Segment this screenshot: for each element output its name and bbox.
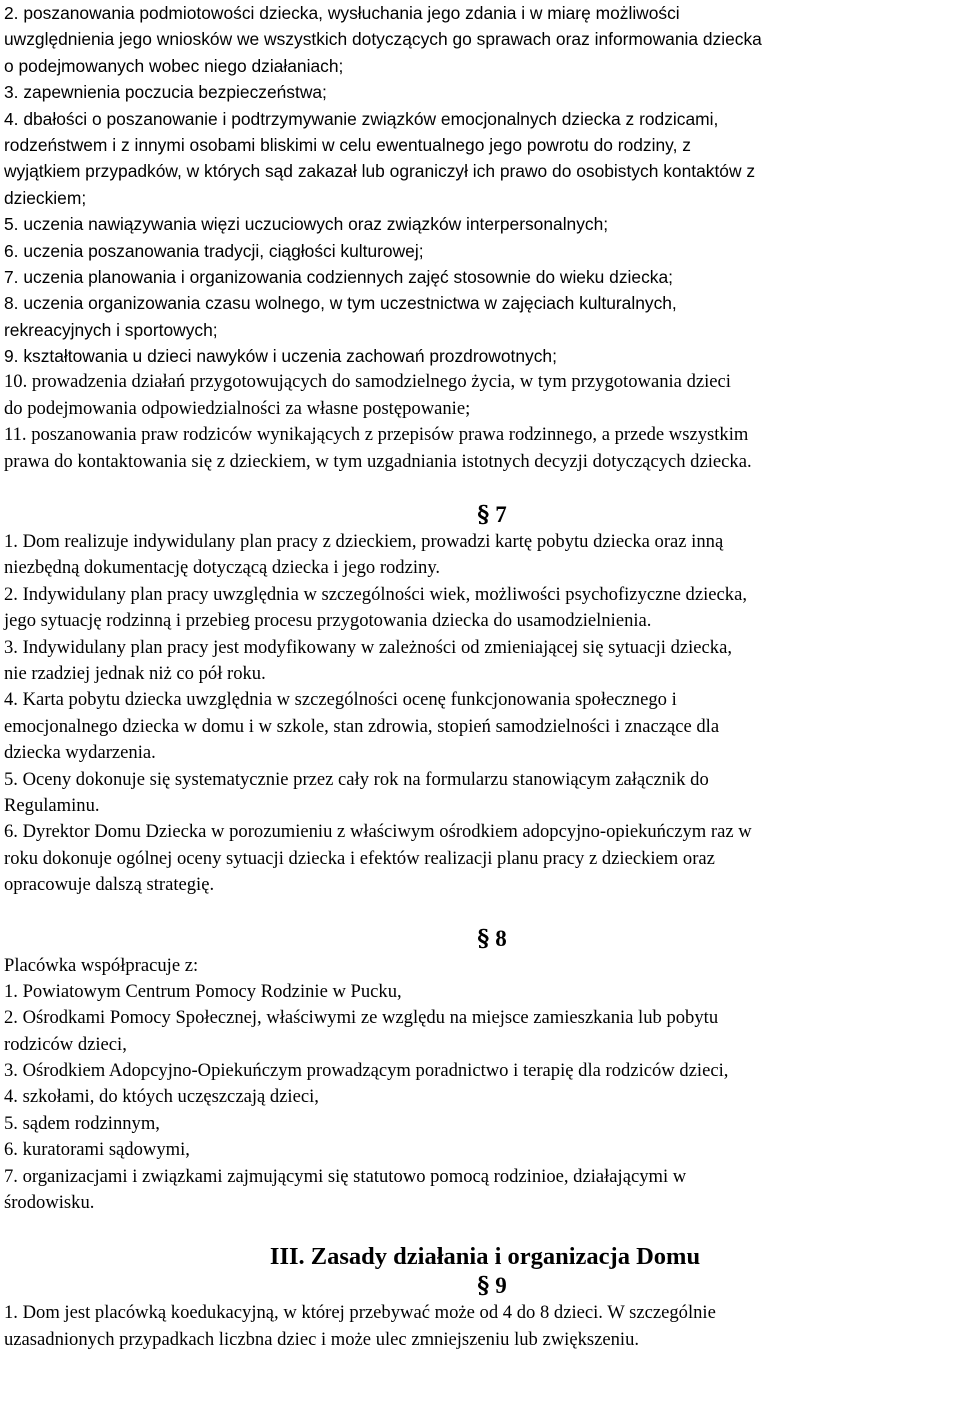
text-line: 6. kuratorami sądowymi,	[4, 1139, 190, 1161]
text-line: wyjątkiem przypadków, w których sąd zakazał lub ograniczył ich prawo do osobistych kontaktów z	[4, 161, 756, 182]
spacer	[4, 475, 956, 501]
text-line: 4. Karta pobytu dziecka uwzględnia w szczególności ocenę funkcjonowania społecznego i	[4, 689, 677, 711]
text-line: środowisku.	[4, 1192, 95, 1214]
text-line: opracowuje dalszą strategię.	[4, 874, 215, 896]
section-heading-7	[4, 501, 956, 529]
section-number: 7	[495, 502, 507, 528]
text-line: 3. zapewnienia poczucia bezpieczeństwa;	[4, 82, 327, 103]
list-block-1	[4, 0, 956, 369]
text-line: 8. uczenia organizowania czasu wolnego, w tym uczestnictwa w zajęciach kulturalnych,	[4, 293, 677, 314]
section-8-body	[4, 953, 956, 1217]
text-line: Placówka współpracuje z:	[4, 954, 199, 976]
section-sign: §	[477, 1272, 490, 1300]
text-line: 9. kształtowania u dzieci nawyków i uczenia zachowań prozdrowotnych;	[4, 346, 557, 367]
text-line: uzasadnionych przypadkach liczbna dziec i może ulec zmniejszeniu lub zwiększeniu.	[4, 1328, 640, 1350]
text-line: 5. sądem rodzinnym,	[4, 1112, 160, 1134]
chapter-title: III. Zasady działania i organizacja Domu	[269, 1243, 701, 1271]
text-line: 1. Dom jest placówką koedukacyjną, w której przebywać może od 4 do 8 dzieci. W szczególnie	[4, 1302, 716, 1324]
text-line: 6. uczenia poszanowania tradycji, ciągłości kulturowej;	[4, 240, 424, 261]
text-line: dziecka wydarzenia.	[4, 742, 156, 764]
section-7-body	[4, 529, 956, 898]
section-9-body	[4, 1300, 956, 1353]
text-line: Regulaminu.	[4, 794, 100, 816]
text-line: 11. poszanowania praw rodziców wynikających z przepisów prawa rodzinnego, a przede wszystkim	[4, 424, 749, 446]
text-line: prawa do kontaktowania się z dzieckiem, w tym uzgadniania istotnych decyzji dotyczących dziecka.	[4, 450, 752, 472]
text-line: 1. Dom realizuje indywidulany plan pracy z dzieckiem, prowadzi kartę pobytu dziecka oraz inną	[4, 531, 724, 553]
text-line: niezbędną dokumentację dotyczącą dziecka i jego rodziny.	[4, 557, 441, 579]
text-line: dzieckiem;	[4, 187, 87, 208]
text-line: rekreacyjnych i sportowych;	[4, 319, 218, 340]
list-block-1b	[4, 369, 956, 475]
text-line: 2. Ośrodkami Pomocy Społecznej, właściwymi ze względu na miejsce zamieszkania lub pobytu	[4, 1007, 719, 1029]
text-line: 3. Ośrodkiem Adopcyjno-Opiekuńczym prowadzącym poradnictwo i terapię dla rodziców dzieci,	[4, 1060, 729, 1082]
section-number: 9	[495, 1273, 507, 1299]
text-line: jego sytuację rodzinną i przebieg procesu przygotowania dziecka do usamodzielnienia.	[4, 610, 652, 632]
section-sign: §	[477, 501, 490, 529]
spacer	[4, 899, 956, 925]
text-line: emocjonalnego dziecka w domu i w szkole, stan zdrowia, stopień samodzielności i znaczące dla	[4, 715, 720, 737]
text-line: 7. organizacjami i związkami zajmującymi się statutowo pomocą rodzinioe, działającymi w	[4, 1165, 687, 1187]
text-line: 5. Oceny dokonuje się systematycznie przez cały rok na formularzu stanowiącym załącznik do	[4, 768, 709, 790]
text-line: o podejmowanych wobec niego działaniach;	[4, 55, 344, 76]
text-line: nie rzadziej jednak niż co pół roku.	[4, 662, 266, 684]
text-line: 5. uczenia nawiązywania więzi uczuciowych oraz związków interpersonalnych;	[4, 214, 609, 235]
text-line: uwzględnienia jego wniosków we wszystkich dotyczących go sprawach oraz informowania dziecka	[4, 29, 762, 50]
section-sign: §	[477, 924, 490, 952]
text-line: 1. Powiatowym Centrum Pomocy Rodzinie w Pucku,	[4, 980, 402, 1002]
section-heading-8	[4, 925, 956, 953]
text-line: do podejmowania odpowiedzialności za własne postępowanie;	[4, 397, 471, 419]
text-line: rodzeństwem i z innymi osobami bliskimi w celu ewentualnego jego powrotu do rodziny, z	[4, 134, 691, 155]
text-line: 3. Indywidulany plan pracy jest modyfikowany w zależności od zmieniającej się sytuacji dziecka,	[4, 636, 733, 658]
text-line: 4. szkołami, do któych uczęszczają dzieci,	[4, 1086, 319, 1108]
text-line: 2. poszanowania podmiotowości dziecka, wysłuchania jego zdania i w miarę możliwości	[4, 3, 680, 23]
section-number: 8	[495, 925, 507, 951]
text-line: 10. prowadzenia działań przygotowujących do samodzielnego życia, w tym przygotowania dzieci	[4, 371, 731, 393]
text-line: 2. Indywidulany plan pracy uwzględnia w szczególności wiek, możliwości psychofizyczne dziecka,	[4, 583, 747, 605]
section-heading-9	[4, 1272, 956, 1300]
text-line: rodziców dzieci,	[4, 1033, 127, 1055]
text-line: roku dokonuje ogólnej oceny sytuacji dziecka i efektów realizacji planu pracy z dzieckiem oraz	[4, 847, 715, 869]
text-line: 7. uczenia planowania i organizowania codziennych zajęć stosownie do wieku dziecka;	[4, 266, 673, 287]
document-page	[4, 0, 956, 1353]
text-line: 6. Dyrektor Domu Dziecka w porozumieniu z właściwym ośrodkiem adopcyjno-opiekuńczym raz w	[4, 821, 752, 843]
text-line: 4. dbałości o poszanowanie i podtrzymywanie związków emocjonalnych dziecka z rodzicami,	[4, 108, 719, 129]
